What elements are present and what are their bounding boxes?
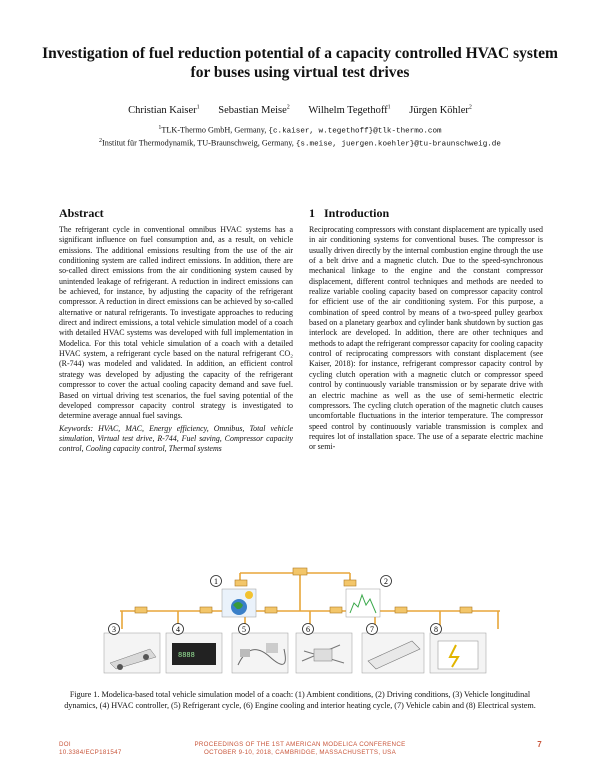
abstract-section: [59, 206, 293, 455]
figure-label-1: 1: [214, 576, 218, 586]
figure-label-6: 6: [306, 624, 310, 634]
footer-doi: DOI 10.3384/ECP181547: [59, 741, 122, 756]
introduction-section: [309, 206, 543, 453]
figure-label-7: 7: [370, 624, 374, 634]
connector-icon: [330, 607, 342, 613]
connector-icon: [293, 568, 307, 575]
figure-label-5: 5: [242, 624, 246, 634]
driving-conditions-icon: [346, 589, 380, 617]
author-list: [40, 104, 560, 116]
keywords: Keywords: HVAC, MAC, Energy efficiency, Omnibus, Total vehicle simulation, Virtual test drive, R-744, Fuel saving, Compressor capacity control, Cooling capacity control, Thermal systems: [59, 423, 293, 454]
ambient-conditions-icon: [222, 589, 256, 617]
page-number: 7: [537, 740, 542, 749]
introduction-heading: 1 Introduction: [309, 206, 390, 220]
figure-label-2: 2: [384, 576, 388, 586]
simulation-model-figure: [100, 565, 520, 685]
introduction-text: Reciprocating compressors with constant displacement are typically used in air conditioning systems for conventional buses. The compressor is usually driven directly by the internal combustion engine through the use of a belt drive and a magnetic clutch. Due to the speed-synchronous mechanical linkage to the engine and the constant compressor displacement, different control techniques and methods are needed to realize variable cooling capacity based on compressor capacity control for efficient use of the air conditioning system. For this purpose, a combination of speed control by means of a two-speed pulley gearbox based on a planetary gearbox and cylinder bank shutdown by suction gas interlock are developed. In addition, there are other techniques and methods to adapt the refrigerant compressor capacity for cooling capacity control of reciprocating compressors with constant displacement (see Kaiser, 2018): for instance, refrigerant compressor capacity control by cycling clutch operation with a magnetic clutch or compressor speed control by continuously variable transmission or by separate drive with an electric machine as well as the use of semi-hermetic electric compressors. The cycling clutch operation of the magnetic clutch causes uncomfortable fluctuations in the interior temperature. The compressor speed control by continuously variable transmission is complex and requires lot of installation space. The use of a separate electric machine or semi-: [309, 225, 543, 452]
connector-icon: [265, 607, 277, 613]
figure-caption: Figure 1. Modelica-based total vehicle simulation model of a coach: (1) Ambient conditions, (2) Driving conditions, (3) Vehicle longitudinal dynamics, (4) HVAC controller, (5) Refrigerant cycle, (6) Engine cooling and interior heating cycle, (7) Vehicle cabin and (8) Electrical system.: [64, 690, 536, 710]
abstract-text: The refrigerant cycle in conventional omnibus HVAC systems has a significant influence on fuel consumption and, as a result, on vehicle emissions. The additional emissions resulting from the use of the air conditioning system are called indirect emissions. In addition, there are so-called direct emissions from the air conditioning system caused by unintended leakage of refrigerant. A reduction in indirect emissions can be achieved, for instance, by adjusting the capacity of the refrigerant compressor. A reduction in direct emissions can be achieved by so-called alternative or natural refrigerants. To investigate approaches to reducing direct and indirect emissions, a total vehicle simulation model of a coach with detailed HVAC systems was developed with full implementation in Modelica. For this total vehicle simulation of a coach with a detailed HVAC system, a refrigerant cycle based on the natural refrigerant CO₂ (R-744) was modeled and validated. In addition, an efficient control strategy was developed by adjusting the capacity of the refrigerant compressor to cover the actual cooling capacity demand and save fuel. Based on virtual driving test scenarios, the fuel saving potential of the developed compressor capacity control strategy is investigated to determine average annual fuel savings.: [59, 225, 293, 421]
author: Sebastian Meise$^2$: [218, 104, 290, 116]
figure-label-8: 8: [434, 624, 438, 634]
affiliation: $^1$TLK-Thermo GmbH, Germany, {c.kaiser, w.tegethoff}@tlk-thermo.com: [158, 125, 442, 136]
paper-title: Investigation of fuel reduction potential of a capacity controlled HVAC system for buses using virtual test drives: [42, 45, 558, 81]
affiliation: $^2$Institut für Thermodynamik, TU-Braunschweig, Germany, {s.meise, juergen.koehler}@tu-braunschweig.de: [99, 138, 501, 149]
connector-icon: [344, 580, 356, 586]
connector-icon: [235, 580, 247, 586]
author: Wilhelm Tegethoff$^1$: [308, 104, 391, 116]
connector-icon: [395, 607, 407, 613]
connector-icon: [460, 607, 472, 613]
connector-icon: [200, 607, 212, 613]
figure-label-4: 4: [176, 624, 180, 634]
abstract-heading: Abstract: [59, 206, 104, 220]
author: Jürgen Köhler$^2$: [409, 104, 472, 116]
connector-icon: [135, 607, 147, 613]
author: Christian Kaiser$^1$: [128, 104, 200, 116]
svg-text:8888: 8888: [178, 652, 195, 660]
figure-label-3: 3: [112, 624, 116, 634]
footer-proceedings: PROCEEDINGS OF THE 1ST AMERICAN MODELICA CONFERENCE OCTOBER 9-10, 2018, CAMBRIDGE, MASSACHUSETTS, USA: [194, 741, 406, 756]
